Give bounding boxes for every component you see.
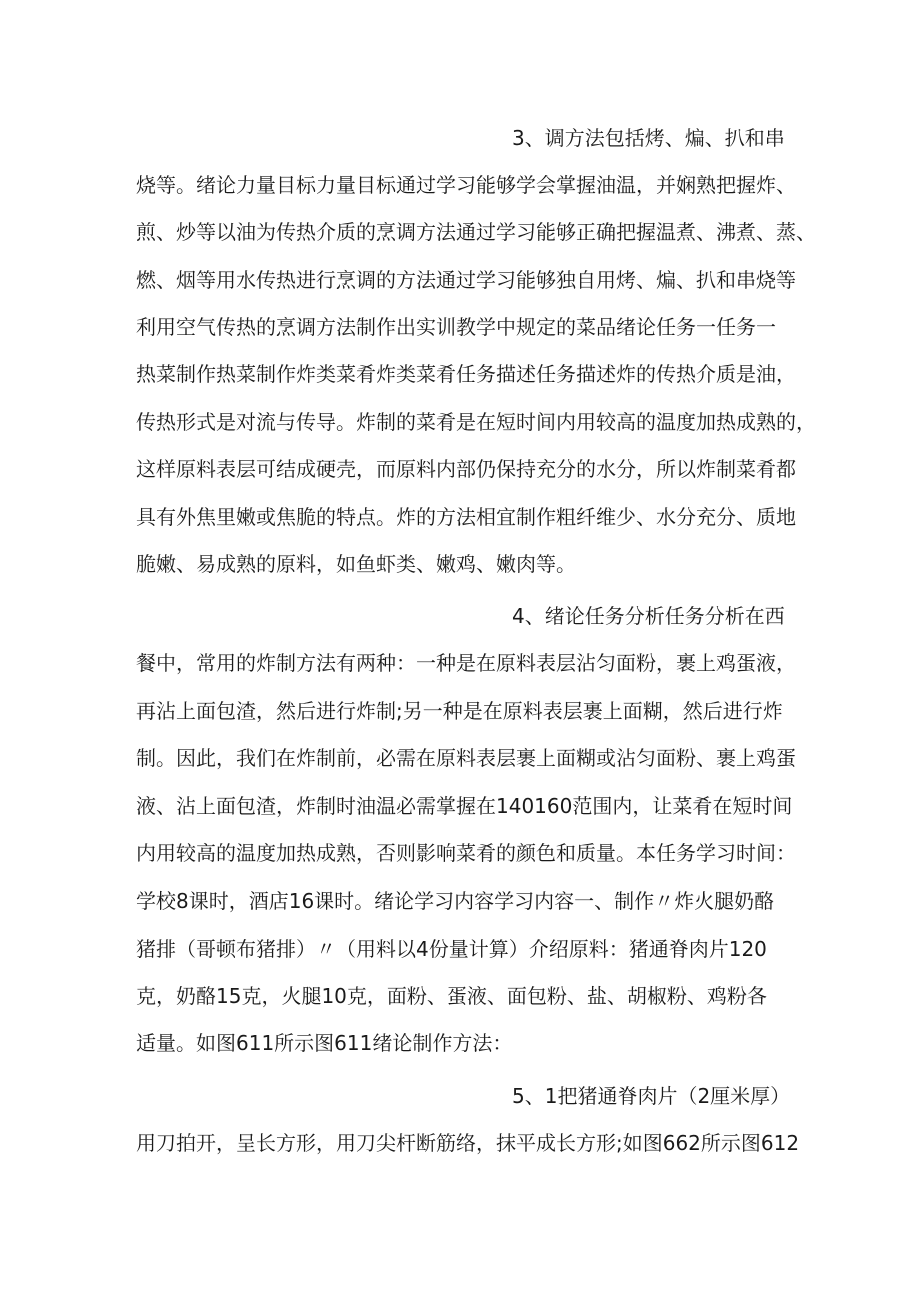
text-line: 制。因此，我们在炸制前，必需在原料表层裹上面糊或沾匀面粉、裹上鸡蛋 <box>136 746 796 770</box>
text-line: 餐中，常用的炸制方法有两种：一种是在原料表层沾匀面粉，裹上鸡蛋液， <box>136 651 796 675</box>
text-line: 4、绪论任务分析任务分析在西 <box>512 604 785 628</box>
text-line: 液、沾上面包渣，炸制时油温必需掌握在140160范围内，让菜肴在短时间 <box>136 794 793 818</box>
text-line: 学校8课时，酒店16课时。绪论学习内容学习内容一、制作〃炸火腿奶酪 <box>136 889 775 913</box>
text-line: 利用空气传热的烹调方法制作出实训教学中规定的菜品绪论任务一任务一 <box>136 315 776 339</box>
text-line: 克，奶酪15克，火腿10克，面粉、蛋液、面包粉、盐、胡椒粉、鸡粉各 <box>136 984 767 1008</box>
text-line: 适量。如图611所示图611绪论制作方法： <box>136 1031 513 1055</box>
text-line: 猪排（哥顿布猪排）〃（用料以4份量计算）介绍原料：猪通脊肉片120 <box>136 937 767 961</box>
text-line: 烧等。绪论力量目标力量目标通过学习能够学会掌握油温，并娴熟把握炸、 <box>136 173 796 197</box>
text-line: 再沾上面包渣，然后进行炸制;另一种是在原料表层裹上面糊，然后进行炸 <box>136 699 783 723</box>
text-line: 煎、炒等以油为传热介质的烹调方法通过学习能够正确把握温煮、沸煮、蒸、 <box>136 220 816 244</box>
text-line: 这样原料表层可结成硬壳，而原料内部仍保持充分的水分，所以炸制菜肴都 <box>136 457 796 481</box>
text-line: 传热形式是对流与传导。炸制的菜肴是在短时间内用较高的温度加热成熟的， <box>136 410 816 434</box>
text-line: 5、1把猪通脊肉片（2厘米厚） <box>512 1084 791 1108</box>
text-line: 3、调方法包括烤、煸、扒和串 <box>512 126 785 150</box>
text-line: 用刀拍开，呈长方形，用刀尖杆断筋络，抹平成长方形;如图662所示图612 <box>136 1131 800 1155</box>
text-line: 脆嫩、易成熟的原料，如鱼虾类、嫩鸡、嫩肉等。 <box>136 552 576 576</box>
text-line: 热菜制作热菜制作炸类菜肴炸类菜肴任务描述任务描述炸的传热介质是油， <box>136 362 796 386</box>
text-line: 内用较高的温度加热成熟，否则影响菜肴的颜色和质量。本任务学习时间： <box>136 841 796 865</box>
text-line: 燃、烟等用水传热进行烹调的方法通过学习能够独自用烤、煸、扒和串烧等 <box>136 268 796 292</box>
text-line: 具有外焦里嫩或焦脆的特点。炸的方法相宜制作粗纤维少、水分充分、质地 <box>136 505 796 529</box>
